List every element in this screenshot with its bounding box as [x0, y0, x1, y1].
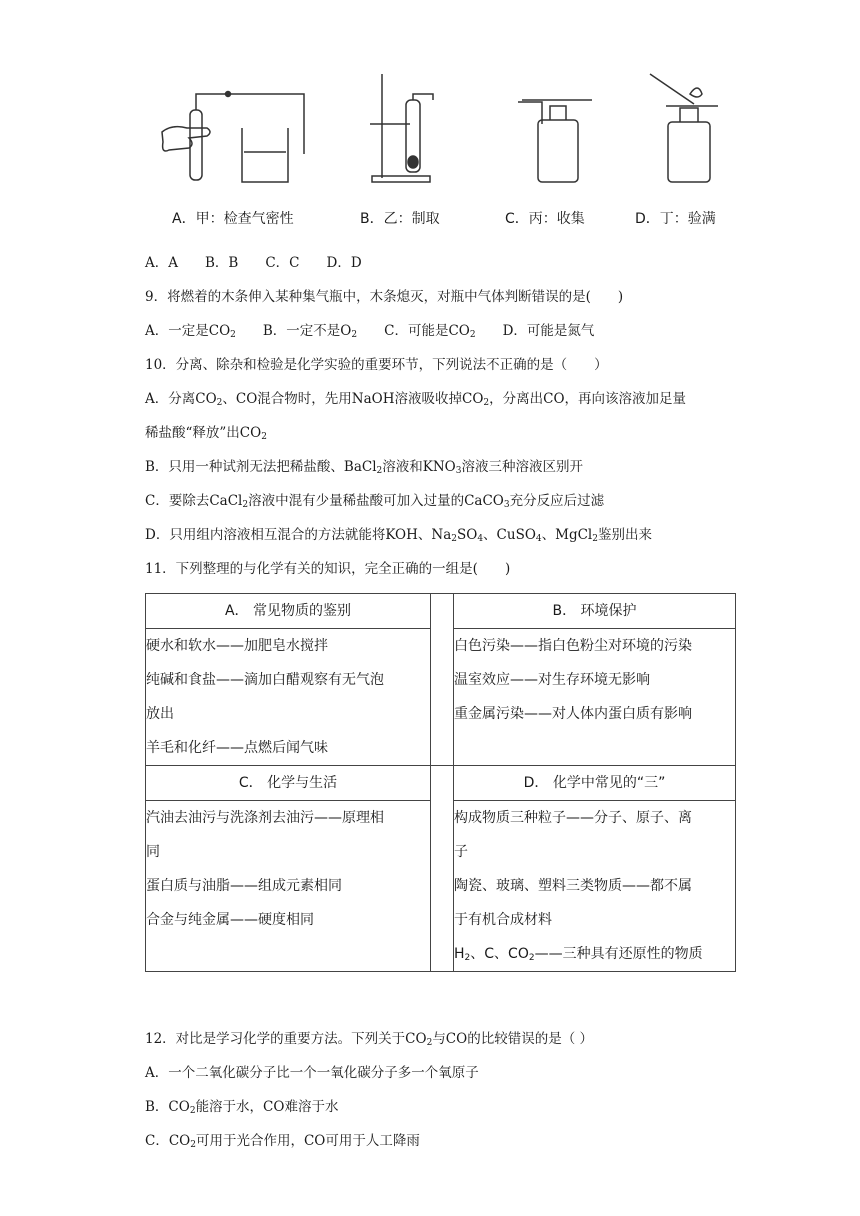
q11-stem: 11．下列整理的与化学有关的知识，完全正确的一组是( ) [145, 561, 511, 577]
q10-stem: 10．分离、除杂和检验是化学实验的重要环节，下列说法不正确的是（ ） [145, 357, 608, 373]
table-header-a: A． 常见物质的鉴别 [146, 594, 431, 629]
q12-option-c: C．$CO_2$可用于光合作用，CO可用于人工降雨 [145, 1133, 420, 1150]
caption-c: C．丙：收集 [505, 211, 585, 227]
collection-bottle [518, 100, 592, 182]
q8-options: A．A B．B C．C D．D [145, 255, 362, 271]
full-check-bottle [650, 74, 718, 182]
q10-option-a-line1: A．分离$CO_2$、CO混合物时，先用NaOH溶液吸收掉$CO_2$，分离出CO，再向该溶液加足量 [145, 391, 687, 408]
q10-option-c: C．要除去CaCl$_2$溶液中混有少量稀盐酸可加入过量的CaCO$_3$充分反应后过滤 [145, 493, 605, 510]
q12-stem: 12．对比是学习化学的重要方法。下列关于$CO_2$与CO的比较错误的是（ ） [145, 1031, 594, 1048]
caption-b: B．乙：制取 [360, 211, 440, 227]
table-cell-a: 硬水和软水——加肥皂水搅拌 纯碱和食盐——滴加白醋观察有无气泡 放出 羊毛和化纤——点燃后闻气味 [146, 629, 431, 766]
q10-option-a-line2: 稀盐酸“释放”出$CO_2$ [145, 425, 267, 442]
q9-options: A．一定是$CO_2$ B．一定不是$O_2$ C．可能是$CO_2$ D．可能是氮气 [145, 323, 595, 340]
q12-option-a: A．一个二氧化碳分子比一个一氧化碳分子多一个氧原子 [145, 1065, 479, 1081]
generation-apparatus [370, 74, 433, 182]
table-cell-d: 构成物质三种粒子——分子、原子、离 子 陶瓷、玻璃、塑料三类物质——都不属 于有机合成材料 $H_2$、C、$CO_2——$三种具有还原性的物质 [454, 801, 736, 972]
table-header-b: B． 环境保护 [454, 594, 736, 629]
caption-a: A．甲：检查气密性 [172, 211, 294, 227]
caption-d: D．丁：验满 [635, 211, 716, 227]
apparatus-figure [150, 72, 750, 192]
q12-option-b: B．$CO_2$能溶于水，CO难溶于水 [145, 1099, 339, 1116]
q10-option-b: B．只用一种试剂无法把稀盐酸、BaCl$_2$溶液和$KNO_3$溶液三种溶液区别开 [145, 459, 583, 476]
airtightness-check-apparatus [162, 92, 304, 183]
table-cell-b: 白色污染——指白色粉尘对环境的污染 温室效应——对生存环境无影响 重金属污染——对人体内蛋白质有影响 [454, 629, 736, 766]
q9-stem: 9．将燃着的木条伸入某种集气瓶中，木条熄灭，对瓶中气体判断错误的是( ) [145, 289, 624, 305]
table-gap-top [431, 594, 454, 766]
knowledge-table [145, 593, 736, 972]
table-cell-c: 汽油去油污与洗涤剂去油污——原理相 同 蛋白质与油脂——组成元素相同 合金与纯金属——硬度相同 [146, 801, 431, 972]
table-header-d: D． 化学中常见的“三” [454, 766, 736, 801]
table-gap-bottom [431, 766, 454, 972]
q10-option-d: D．只用组内溶液相互混合的方法就能将KOH、$Na_2SO_4$、CuSO$_4$、MgCl$_2$鉴别出来 [145, 527, 652, 544]
table-header-c: C． 化学与生活 [146, 766, 431, 801]
